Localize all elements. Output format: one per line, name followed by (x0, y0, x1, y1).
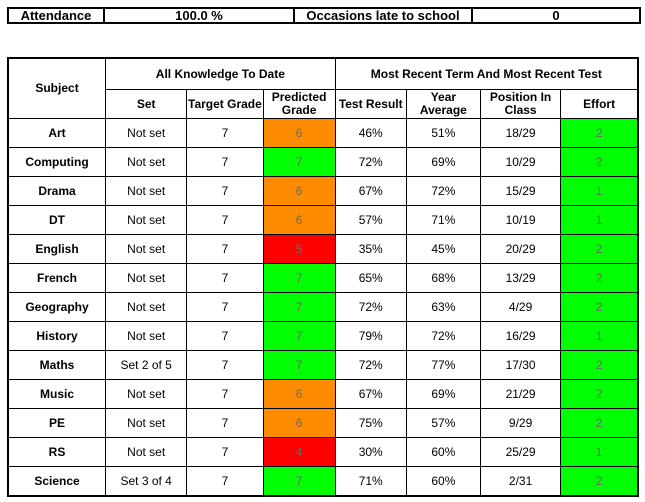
set-cell: Not set (106, 177, 187, 206)
effort-cell: 2 (561, 409, 638, 438)
test-result-cell: 71% (335, 467, 406, 496)
position-cell: 20/29 (480, 235, 560, 264)
year-average-cell: 45% (406, 235, 480, 264)
set-cell: Not set (106, 409, 187, 438)
target-grade-cell: 7 (187, 206, 263, 235)
year-average-cell: 69% (406, 380, 480, 409)
target-grade-cell: 7 (187, 380, 263, 409)
year-average-cell: 72% (406, 177, 480, 206)
test-result-cell: 67% (335, 380, 406, 409)
year-average-cell: 72% (406, 322, 480, 351)
set-cell: Set 2 of 5 (106, 351, 187, 380)
position-cell: 10/19 (480, 206, 560, 235)
header-most-recent: Most Recent Term And Most Recent Test (335, 58, 638, 90)
predicted-grade-cell: 6 (263, 119, 335, 148)
subject-cell: French (8, 264, 106, 293)
subject-cell: Music (8, 380, 106, 409)
year-average-cell: 60% (406, 467, 480, 496)
set-cell: Not set (106, 380, 187, 409)
year-average-cell: 60% (406, 438, 480, 467)
set-cell: Not set (106, 264, 187, 293)
header-position: Position In Class (480, 90, 560, 119)
target-grade-cell: 7 (187, 467, 263, 496)
late-label: Occasions late to school (294, 8, 472, 23)
subject-cell: English (8, 235, 106, 264)
position-cell: 18/29 (480, 119, 560, 148)
table-row (8, 380, 638, 409)
test-result-cell: 65% (335, 264, 406, 293)
predicted-grade-cell: 7 (263, 293, 335, 322)
test-result-cell: 72% (335, 293, 406, 322)
test-result-cell: 75% (335, 409, 406, 438)
header-subject: Subject (8, 58, 106, 119)
header-test-result: Test Result (335, 90, 406, 119)
test-result-cell: 30% (335, 438, 406, 467)
attendance-label: Attendance (8, 8, 104, 23)
effort-cell: 1 (561, 438, 638, 467)
year-average-cell: 68% (406, 264, 480, 293)
test-result-cell: 46% (335, 119, 406, 148)
header-year-average: Year Average (406, 90, 480, 119)
late-value: 0 (472, 8, 640, 23)
target-grade-cell: 7 (187, 409, 263, 438)
year-average-cell: 71% (406, 206, 480, 235)
grade-rows (8, 119, 638, 497)
set-cell: Not set (106, 206, 187, 235)
header-target-grade: Target Grade (187, 90, 263, 119)
header-predicted-grade: Predicted Grade (263, 90, 335, 119)
effort-cell: 2 (561, 293, 638, 322)
position-cell: 2/31 (480, 467, 560, 496)
set-cell: Set 3 of 4 (106, 467, 187, 496)
subject-cell: Art (8, 119, 106, 148)
target-grade-cell: 7 (187, 119, 263, 148)
predicted-grade-cell: 7 (263, 351, 335, 380)
target-grade-cell: 7 (187, 438, 263, 467)
subject-cell: Science (8, 467, 106, 496)
predicted-grade-cell: 6 (263, 409, 335, 438)
effort-cell: 2 (561, 351, 638, 380)
table-row (8, 322, 638, 351)
table-row (8, 467, 638, 496)
target-grade-cell: 7 (187, 264, 263, 293)
position-cell: 9/29 (480, 409, 560, 438)
effort-cell: 2 (561, 380, 638, 409)
set-cell: Not set (106, 119, 187, 148)
position-cell: 21/29 (480, 380, 560, 409)
effort-cell: 1 (561, 206, 638, 235)
table-row (8, 177, 638, 206)
predicted-grade-cell: 6 (263, 177, 335, 206)
attendance-value: 100.0 % (104, 8, 294, 23)
table-row (8, 409, 638, 438)
position-cell: 16/29 (480, 322, 560, 351)
test-result-cell: 79% (335, 322, 406, 351)
subject-cell: Drama (8, 177, 106, 206)
test-result-cell: 72% (335, 148, 406, 177)
predicted-grade-cell: 6 (263, 206, 335, 235)
subject-cell: Geography (8, 293, 106, 322)
target-grade-cell: 7 (187, 322, 263, 351)
grades-table (7, 57, 639, 497)
year-average-cell: 69% (406, 148, 480, 177)
subject-cell: PE (8, 409, 106, 438)
table-row (8, 119, 638, 148)
year-average-cell: 63% (406, 293, 480, 322)
header-all-knowledge: All Knowledge To Date (106, 58, 336, 90)
effort-cell: 2 (561, 148, 638, 177)
table-row (8, 206, 638, 235)
position-cell: 15/29 (480, 177, 560, 206)
set-cell: Not set (106, 235, 187, 264)
effort-cell: 1 (561, 177, 638, 206)
table-row (8, 235, 638, 264)
target-grade-cell: 7 (187, 351, 263, 380)
test-result-cell: 57% (335, 206, 406, 235)
test-result-cell: 35% (335, 235, 406, 264)
table-row (8, 264, 638, 293)
position-cell: 25/29 (480, 438, 560, 467)
position-cell: 10/29 (480, 148, 560, 177)
effort-cell: 2 (561, 264, 638, 293)
test-result-cell: 72% (335, 351, 406, 380)
test-result-cell: 67% (335, 177, 406, 206)
table-row (8, 148, 638, 177)
set-cell: Not set (106, 148, 187, 177)
year-average-cell: 51% (406, 119, 480, 148)
target-grade-cell: 7 (187, 293, 263, 322)
table-row (8, 438, 638, 467)
header-set: Set (106, 90, 187, 119)
target-grade-cell: 7 (187, 148, 263, 177)
set-cell: Not set (106, 322, 187, 351)
predicted-grade-cell: 7 (263, 467, 335, 496)
subject-cell: History (8, 322, 106, 351)
target-grade-cell: 7 (187, 235, 263, 264)
predicted-grade-cell: 7 (263, 322, 335, 351)
position-cell: 4/29 (480, 293, 560, 322)
year-average-cell: 57% (406, 409, 480, 438)
effort-cell: 2 (561, 467, 638, 496)
subject-cell: DT (8, 206, 106, 235)
subject-cell: Computing (8, 148, 106, 177)
predicted-grade-cell: 6 (263, 380, 335, 409)
attendance-summary (7, 7, 641, 24)
year-average-cell: 77% (406, 351, 480, 380)
subject-cell: RS (8, 438, 106, 467)
position-cell: 13/29 (480, 264, 560, 293)
set-cell: Not set (106, 293, 187, 322)
effort-cell: 1 (561, 322, 638, 351)
subject-cell: Maths (8, 351, 106, 380)
predicted-grade-cell: 4 (263, 438, 335, 467)
predicted-grade-cell: 7 (263, 264, 335, 293)
table-row (8, 293, 638, 322)
header-effort: Effort (561, 90, 638, 119)
table-row (8, 351, 638, 380)
position-cell: 17/30 (480, 351, 560, 380)
set-cell: Not set (106, 438, 187, 467)
effort-cell: 2 (561, 235, 638, 264)
effort-cell: 2 (561, 119, 638, 148)
predicted-grade-cell: 7 (263, 148, 335, 177)
predicted-grade-cell: 5 (263, 235, 335, 264)
target-grade-cell: 7 (187, 177, 263, 206)
